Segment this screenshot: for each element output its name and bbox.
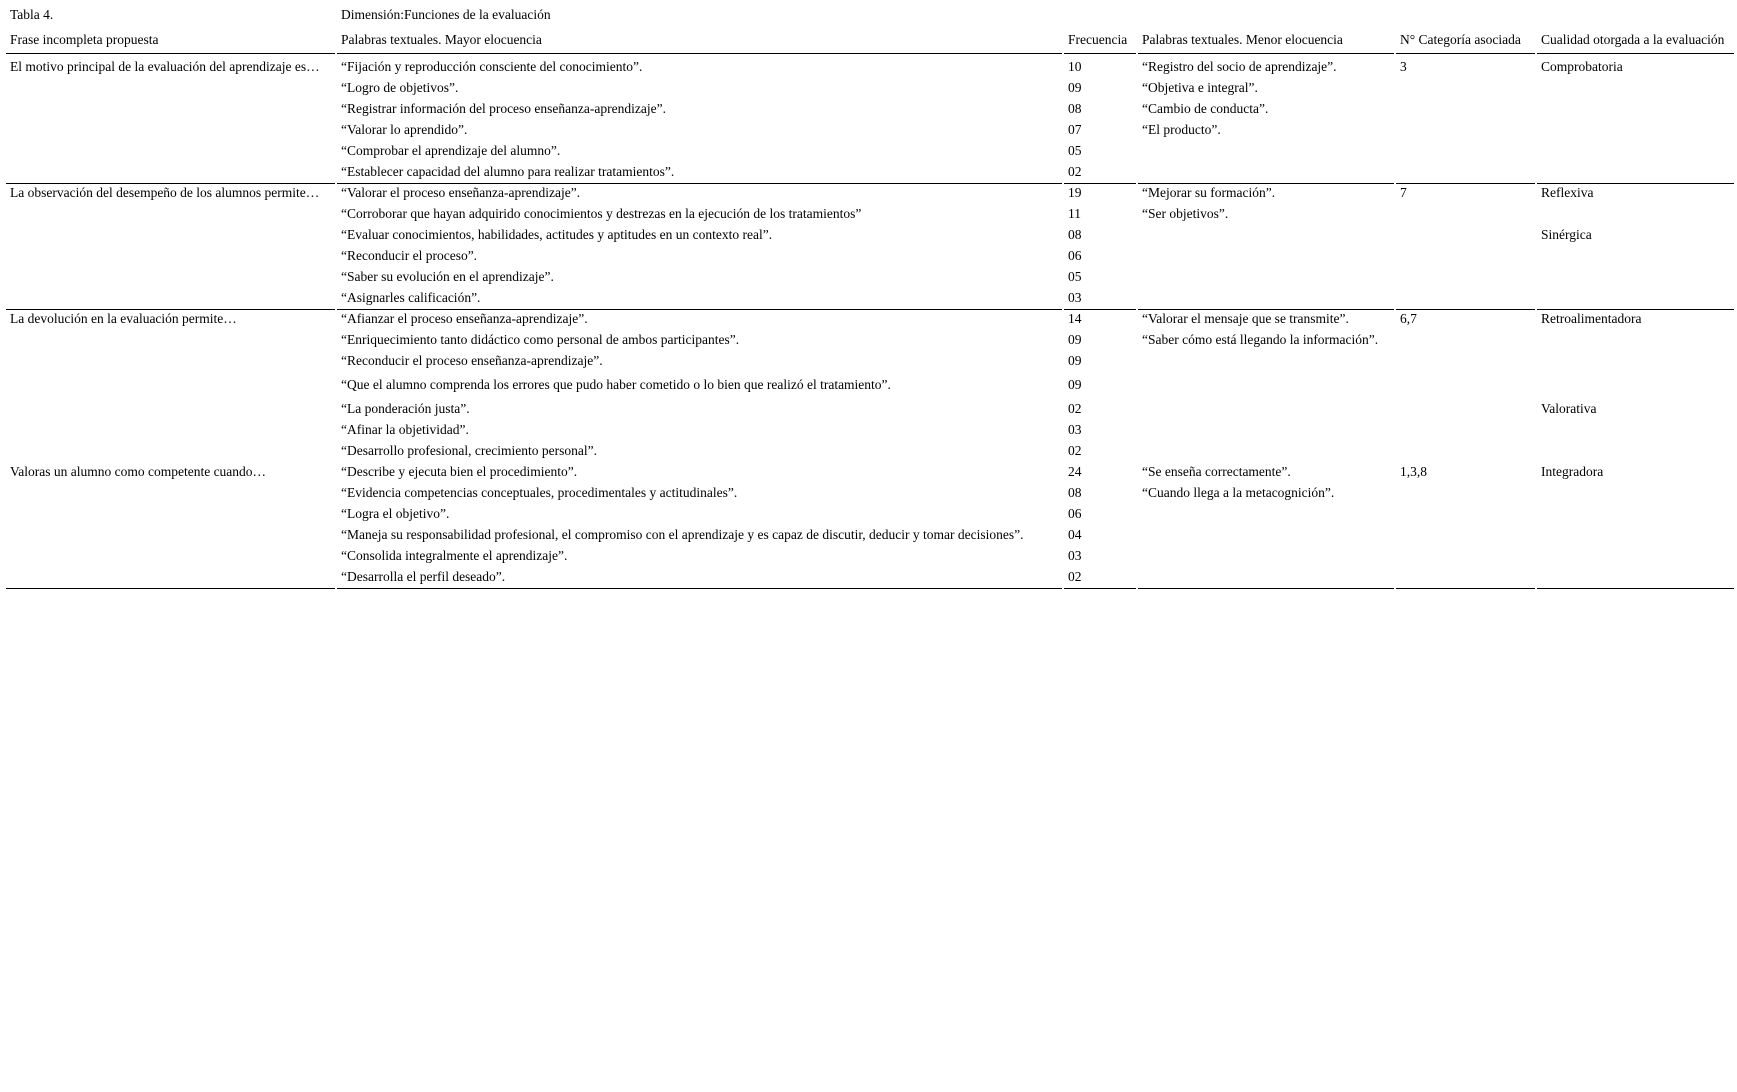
- cell-categoria: 6,7: [1400, 311, 1417, 326]
- cell-mayor: “Establecer capacidad del alumno para realizar tratamientos”.: [341, 164, 675, 179]
- cell-mayor: “Desarrolla el perfil deseado”.: [341, 569, 506, 584]
- header-menor: Palabras textuales. Menor elocuencia: [1142, 32, 1343, 47]
- table-rule: [1138, 183, 1394, 184]
- cell-mayor: “Valorar lo aprendido”.: [341, 122, 468, 137]
- cell-mayor: “La ponderación justa”.: [341, 401, 470, 416]
- cell-frecuencia: 19: [1068, 185, 1082, 200]
- cell-frecuencia: 09: [1068, 332, 1082, 347]
- cell-frecuencia: 02: [1068, 401, 1082, 416]
- cell-mayor: “Afinar la objetividad”.: [341, 422, 469, 437]
- cell-mayor: “Desarrollo profesional, crecimiento personal”.: [341, 443, 598, 458]
- cell-frecuencia: 08: [1068, 485, 1082, 500]
- cell-menor: “Ser objetivos”.: [1142, 206, 1229, 221]
- cell-frecuencia: 03: [1068, 548, 1082, 563]
- cell-mayor: “Reconducir el proceso enseñanza-aprendizaje”.: [341, 353, 603, 368]
- group-frase: La observación del desempeño de los alumnos permite…: [10, 185, 320, 200]
- cell-frecuencia: 08: [1068, 101, 1082, 116]
- cell-mayor: “Evidencia competencias conceptuales, procedimentales y actitudinales”.: [341, 485, 738, 500]
- table-rule: [1537, 588, 1734, 589]
- cell-frecuencia: 09: [1068, 353, 1082, 368]
- header-mayor: Palabras textuales. Mayor elocuencia: [341, 32, 542, 47]
- cell-frecuencia: 06: [1068, 248, 1082, 263]
- group-frase: La devolución en la evaluación permite…: [10, 311, 237, 326]
- table-rule: [337, 309, 1062, 310]
- cell-mayor: “Registrar información del proceso enseñanza-aprendizaje”.: [341, 101, 666, 116]
- table-rule: [1064, 588, 1136, 589]
- table-rule: [1138, 588, 1394, 589]
- table-dimension: Dimensión:Funciones de la evaluación: [341, 7, 551, 22]
- table-rule: [1396, 588, 1535, 589]
- table-rule: [1537, 53, 1734, 54]
- cell-frecuencia: 02: [1068, 569, 1082, 584]
- table-rule: [6, 183, 335, 184]
- cell-menor: “Objetiva e integral”.: [1142, 80, 1258, 95]
- table-rule: [337, 588, 1062, 589]
- cell-frecuencia: 09: [1068, 377, 1082, 392]
- cell-frecuencia: 02: [1068, 443, 1082, 458]
- cell-frecuencia: 03: [1068, 290, 1082, 305]
- cell-mayor: “Valorar el proceso enseñanza-aprendizaje”.: [341, 185, 581, 200]
- table-rule: [1396, 309, 1535, 310]
- header-cualidad: Cualidad otorgada a la evaluación: [1541, 32, 1725, 47]
- cell-mayor: “Enriquecimiento tanto didáctico como personal de ambos participantes”.: [341, 332, 740, 347]
- table-rule: [1537, 183, 1734, 184]
- cell-cualidad: Comprobatoria: [1541, 59, 1623, 74]
- table-rule: [6, 53, 335, 54]
- cell-mayor: “Fijación y reproducción consciente del conocimiento”.: [341, 59, 643, 74]
- cell-cualidad: Integradora: [1541, 464, 1604, 479]
- table-rule: [1064, 53, 1136, 54]
- table-rule: [1537, 309, 1734, 310]
- cell-mayor: “Que el alumno comprenda los errores que pudo haber cometido o lo bien que realizó el tratamiento”.: [341, 377, 891, 392]
- cell-cualidad: Valorativa: [1541, 401, 1597, 416]
- table-rule: [1064, 309, 1136, 310]
- cell-mayor: “Saber su evolución en el aprendizaje”.: [341, 269, 554, 284]
- table-rule: [6, 309, 335, 310]
- cell-mayor: “Reconducir el proceso”.: [341, 248, 478, 263]
- cell-categoria: 7: [1400, 185, 1407, 200]
- cell-mayor: “Comprobar el aprendizaje del alumno”.: [341, 143, 561, 158]
- cell-frecuencia: 05: [1068, 269, 1082, 284]
- cell-cualidad: Retroalimentadora: [1541, 311, 1642, 326]
- cell-mayor: “Logro de objetivos”.: [341, 80, 459, 95]
- cell-frecuencia: 03: [1068, 422, 1082, 437]
- cell-mayor: “Corroborar que hayan adquirido conocimientos y destrezas en la ejecución de los tratamientos”: [341, 206, 862, 221]
- table-number: Tabla 4.: [10, 7, 54, 22]
- cell-frecuencia: 04: [1068, 527, 1082, 542]
- cell-mayor: “Evaluar conocimientos, habilidades, actitudes y aptitudes en un contexto real”.: [341, 227, 773, 242]
- cell-menor: “Valorar el mensaje que se transmite”.: [1142, 311, 1349, 326]
- table-rule: [1138, 309, 1394, 310]
- group-frase: Valoras un alumno como competente cuando…: [10, 464, 267, 479]
- table-rule: [1396, 53, 1535, 54]
- table-rule: [337, 183, 1062, 184]
- cell-frecuencia: 24: [1068, 464, 1082, 479]
- cell-menor: “Registro del socio de aprendizaje”.: [1142, 59, 1337, 74]
- cell-categoria: 1,3,8: [1400, 464, 1427, 479]
- cell-mayor: “Consolida integralmente el aprendizaje”.: [341, 548, 568, 563]
- cell-categoria: 3: [1400, 59, 1407, 74]
- table-rule: [337, 53, 1062, 54]
- cell-menor: “Se enseña correctamente”.: [1142, 464, 1291, 479]
- cell-mayor: “Maneja su responsabilidad profesional, el compromiso con el aprendizaje y es capaz de discutir, deducir y tomar decisiones”.: [341, 527, 1024, 542]
- header-categoria: N° Categoría asociada: [1400, 32, 1521, 47]
- cell-menor: “Cambio de conducta”.: [1142, 101, 1269, 116]
- cell-frecuencia: 10: [1068, 59, 1082, 74]
- cell-mayor: “Asignarles calificación”.: [341, 290, 481, 305]
- cell-frecuencia: 11: [1068, 206, 1081, 221]
- cell-frecuencia: 06: [1068, 506, 1082, 521]
- cell-menor: “Cuando llega a la metacognición”.: [1142, 485, 1335, 500]
- cell-frecuencia: 07: [1068, 122, 1082, 137]
- cell-cualidad: Sinérgica: [1541, 227, 1592, 242]
- cell-menor: “El producto”.: [1142, 122, 1221, 137]
- group-frase: El motivo principal de la evaluación del aprendizaje es…: [10, 59, 320, 74]
- table-rule: [1064, 183, 1136, 184]
- table-rule: [6, 588, 335, 589]
- cell-frecuencia: 09: [1068, 80, 1082, 95]
- cell-frecuencia: 02: [1068, 164, 1082, 179]
- cell-frecuencia: 14: [1068, 311, 1082, 326]
- cell-frecuencia: 08: [1068, 227, 1082, 242]
- table-rule: [1396, 183, 1535, 184]
- cell-frecuencia: 05: [1068, 143, 1082, 158]
- header-frase: Frase incompleta propuesta: [10, 32, 159, 47]
- header-frecuencia: Frecuencia: [1068, 32, 1128, 47]
- table-rule: [1138, 53, 1394, 54]
- cell-mayor: “Afianzar el proceso enseñanza-aprendizaje”.: [341, 311, 588, 326]
- cell-cualidad: Reflexiva: [1541, 185, 1594, 200]
- cell-menor: “Mejorar su formación”.: [1142, 185, 1276, 200]
- cell-menor: “Saber cómo está llegando la información”.: [1142, 332, 1379, 347]
- cell-mayor: “Logra el objetivo”.: [341, 506, 450, 521]
- cell-mayor: “Describe y ejecuta bien el procedimiento”.: [341, 464, 578, 479]
